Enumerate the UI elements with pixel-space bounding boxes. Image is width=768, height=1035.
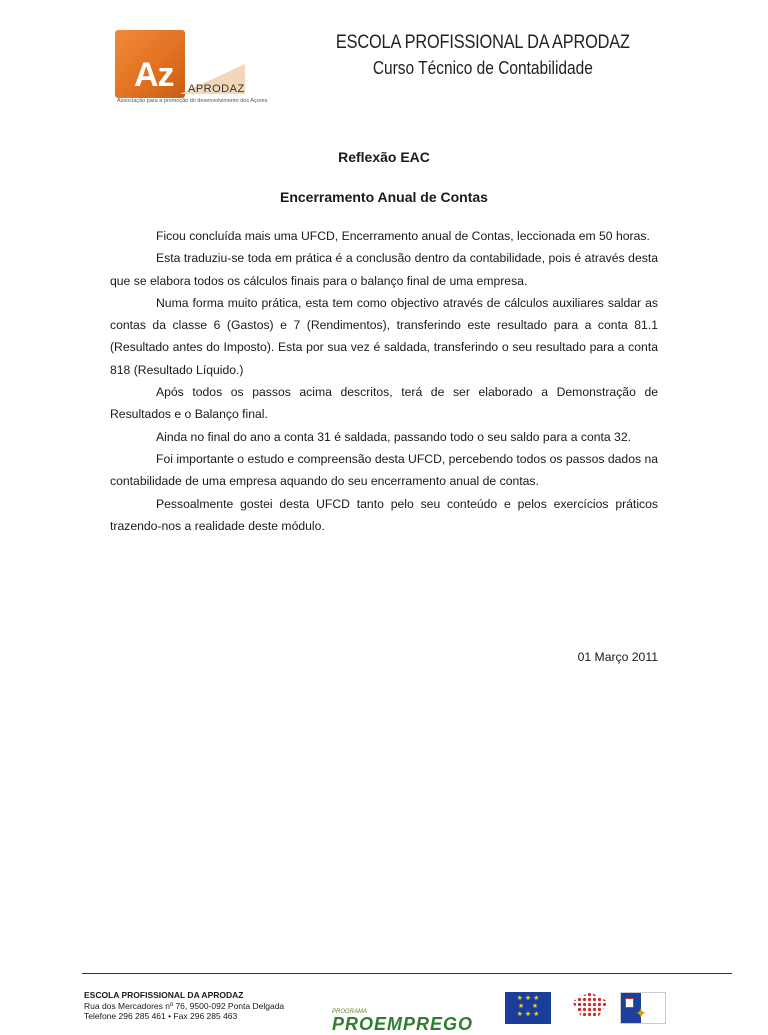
school-name: ESCOLA PROFISSIONAL DA APRODAZ [336,32,631,53]
eu-flag-icon: ★ ★ ★ ★ ★ ★ ★ ★ [505,992,551,1024]
paragraph: Após todos os passos acima descritos, terá de ser elaborado a Demonstração de Resultados e o Balanço final. [110,385,658,422]
document-body [110,225,658,537]
proemprego-logo-icon [330,1005,474,1034]
document-subtitle: Encerramento Anual de Contas [280,189,488,205]
document-title: Reflexão EAC [338,149,430,165]
logo-name: APRODAZ [188,83,245,95]
footer-address: Rua dos Mercadores nº 76, 9500-092 Ponta Delgada [84,1000,285,1011]
footer-divider [82,973,732,974]
paragraph: Numa forma muito prática, esta tem como objectivo através de cálculos auxiliares saldar as contas da classe 6 (Gastos) e 7 (Rendimentos), transferindo este resultado para a conta 81.1 (Resultado antes do Imposto). Esta por sua vez é saldada, transferindo o seu resultado para a conta 818 (Resultado Líquido.) [110,295,658,377]
paragraph: Pessoalmente gostei desta UFCD tanto pelo seu conteúdo e pelos exercícios práticos trazendo-nos a realidade deste módulo. [110,496,658,533]
footer-address-block [84,990,284,1022]
paragraph: Ainda no final do ano a conta 31 é saldada, passando todo o seu saldo para a conta 32. [156,429,631,444]
azores-flag-icon: ✦ [620,992,666,1024]
paragraph: Foi importante o estudo e compreensão desta UFCD, percebendo todos os passos dados na contabilidade de uma empresa aquando do seu encerramento anual de contas. [110,451,659,489]
footer-phone: Telefone 296 285 461 • Fax 296 285 463 [84,1011,238,1021]
logo-tagline: Associação para a promoção do desenvolvimento dos Açores [117,98,268,104]
paragraph: Ficou concluída mais uma UFCD, Encerramento anual de Contas, leccionada em 50 horas. [156,229,650,243]
course-name: Curso Técnico de Contabilidade [373,58,594,78]
footer-school-name: ESCOLA PROFISSIONAL DA APRODAZ [84,990,244,1000]
aprodaz-logo [110,28,275,108]
document-date: 01 Março 2011 [577,650,658,664]
paragraph: Esta traduziu-se toda em prática é a conclusão dentro da contabilidade, pois é através desta que se elabora todos os cálculos finais para o balanço final de uma empresa. [110,251,658,288]
logo-letters: Az [134,56,174,94]
header [312,32,654,79]
qren-logo-icon [566,990,614,1024]
program-name: PROEMPREGO [332,1014,474,1034]
program-label: PROGRAMA [332,1009,368,1015]
